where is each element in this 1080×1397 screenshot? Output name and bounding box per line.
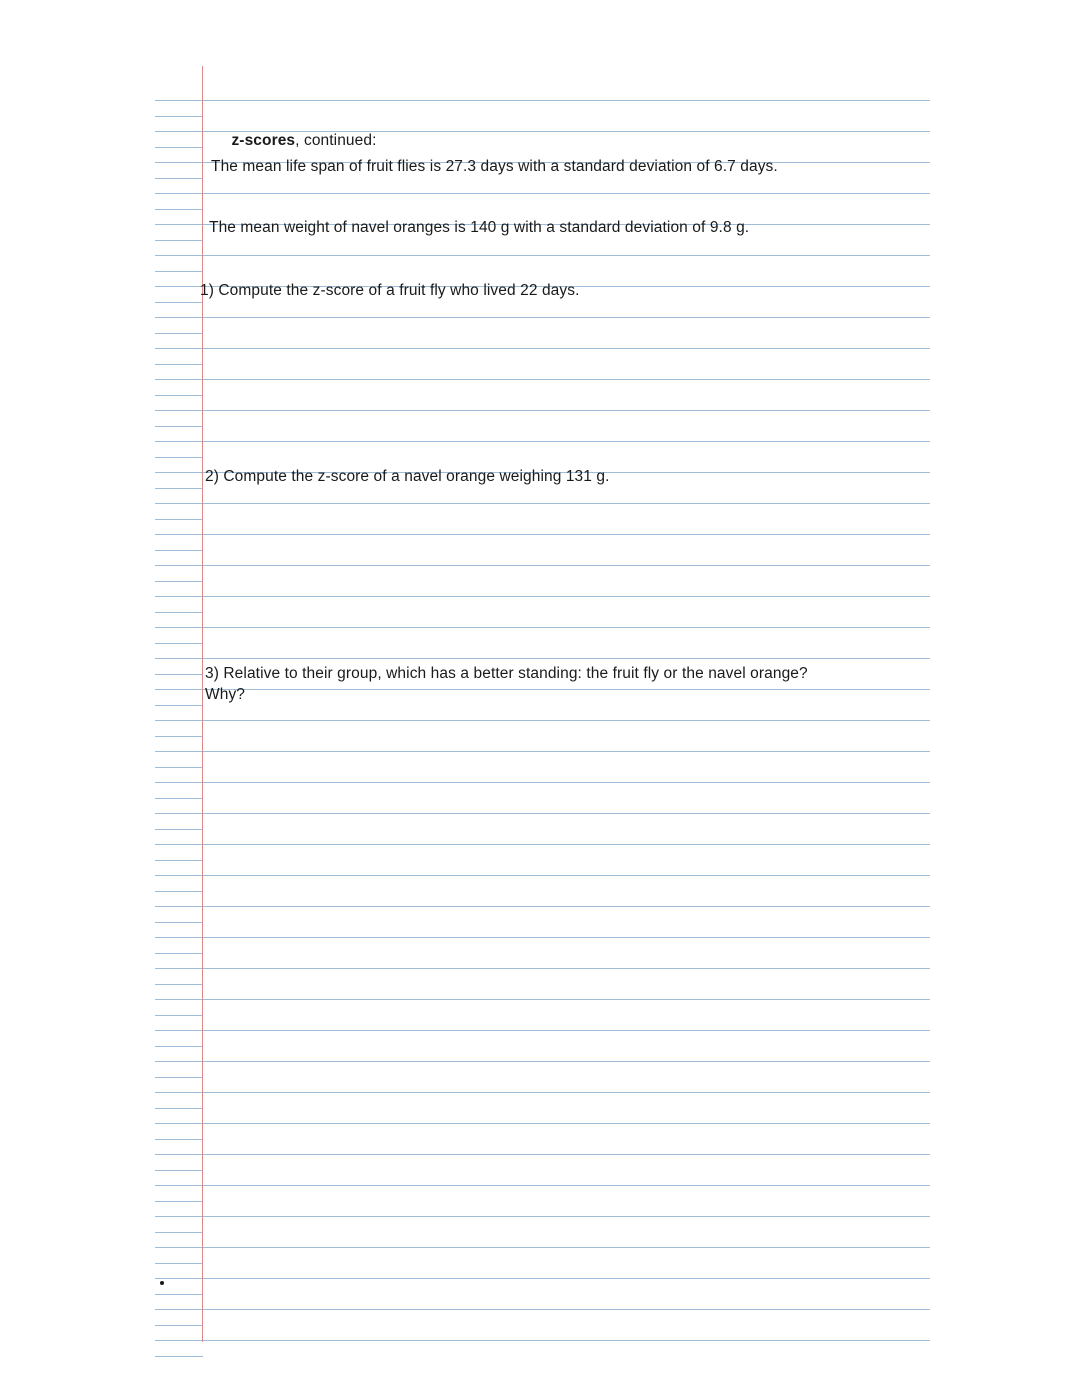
given-fruit-flies: The mean life span of fruit flies is 27.3 days with a standard deviation of 6.7 days.	[211, 158, 778, 175]
question-1: 1) Compute the z-score of a fruit fly who lived 22 days.	[200, 282, 580, 299]
heading-rest: , continued:	[295, 132, 377, 149]
bullet-marker	[160, 1281, 164, 1285]
heading-bold-term: z-scores	[231, 132, 296, 149]
question-3-line-1: 3) Relative to their group, which has a better standing: the fruit fly or the navel orange?	[205, 665, 808, 682]
given-navel-oranges: The mean weight of navel oranges is 140 g with a standard deviation of 9.8 g.	[209, 219, 750, 236]
question-2: 2) Compute the z-score of a navel orange weighing 131 g.	[205, 468, 610, 485]
question-3-line-2: Why?	[205, 686, 246, 703]
